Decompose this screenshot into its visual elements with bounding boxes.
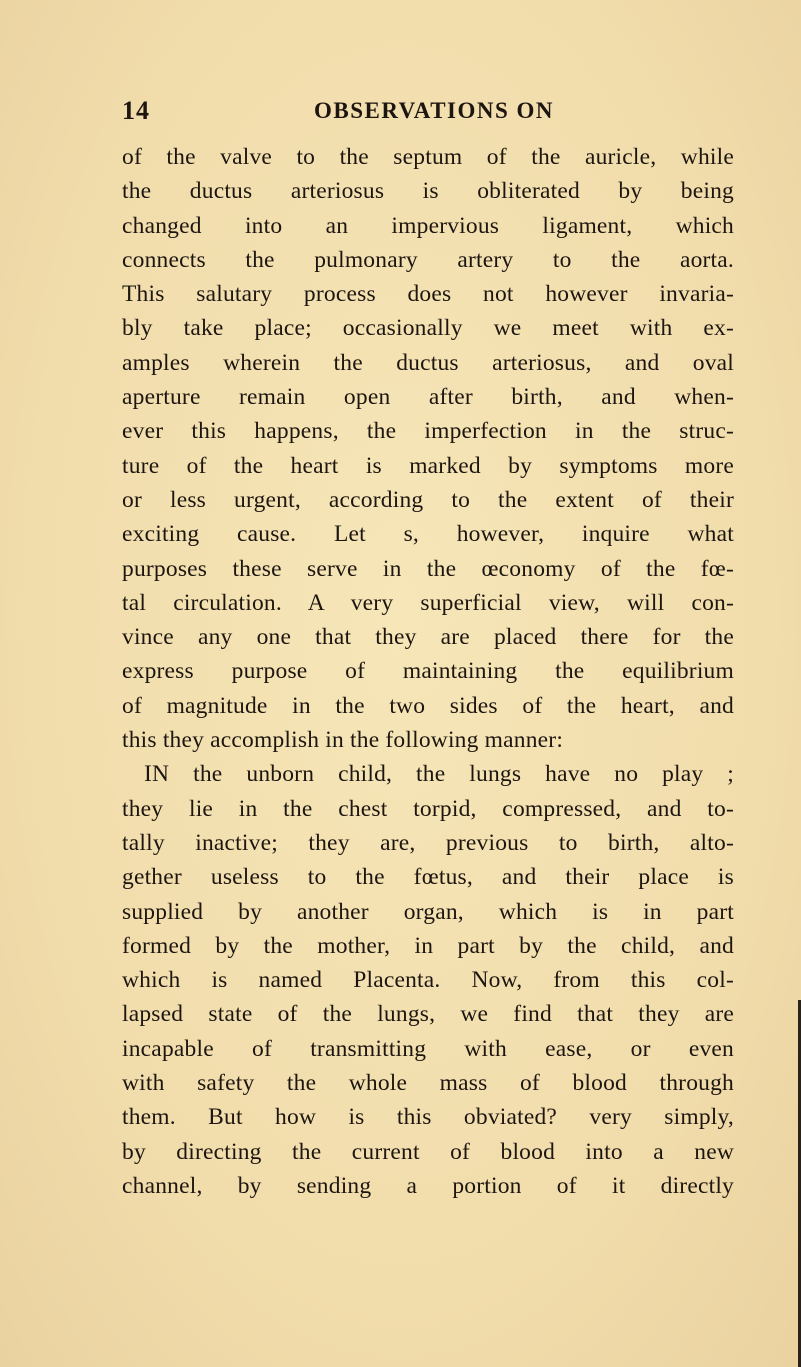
text-line: of magnitude in the two sides of the heart, and [122,692,734,719]
text-line: aperture remain open after birth, and when- [122,384,734,411]
running-head: OBSERVATIONS ON [314,98,555,123]
text-line: tal circulation. A very superficial view, will con- [122,589,734,616]
text-line: amples wherein the ductus arteriosus, and oval [122,349,734,376]
text-line: they lie in the chest torpid, compressed, and to- [122,795,734,822]
text-line: incapable of transmitting with ease, or even [122,1035,734,1062]
text-line: connects the pulmonary artery to the aorta. [122,246,734,273]
text-line: exciting cause. Let s, however, inquire what [122,521,734,548]
text-line: This salutary process does not however invaria- [122,281,734,308]
page-number: 14 [122,96,150,125]
text-line: by directing the current of blood into a new [122,1138,734,1165]
text-line: them. But how is this obviated? very simply, [122,1104,734,1131]
text-line: which is named Placenta. Now, from this col- [122,967,734,994]
text-line: channel, by sending a portion of it directly [122,1172,734,1199]
text-line: bly take place; occasionally we meet with ex- [122,315,734,342]
text-line: formed by the mother, in part by the child, and [122,932,734,959]
text-line: of the valve to the septum of the auricle, while [122,144,734,170]
body-text [122,140,734,1203]
text-line: lapsed state of the lungs, we find that they are [122,1001,734,1028]
page-header [122,96,722,132]
text-line: ture of the heart is marked by symptoms more [122,452,734,479]
text-line: this they accomplish in the following manner: [122,727,564,754]
text-line: with safety the whole mass of blood through [122,1070,734,1097]
text-line: purposes these serve in the œconomy of the fœ- [122,555,734,582]
text-line: tally inactive; they are, previous to birth, alto- [122,829,734,856]
text-line: gether useless to the fœtus, and their place is [122,864,734,891]
text-line: vince any one that they are placed there for the [122,624,734,651]
text-line: IN the unborn child, the lungs have no play ; [144,761,734,788]
text-line: changed into an impervious ligament, which [122,212,734,239]
text-line: express purpose of maintaining the equilibrium [122,658,734,685]
text-line: the ductus arteriosus is obliterated by being [122,178,734,205]
text-line: ever this happens, the imperfection in the struc- [122,418,734,445]
text-line: or less urgent, according to the extent of their [122,486,734,513]
text-line: supplied by another organ, which is in part [122,898,734,925]
